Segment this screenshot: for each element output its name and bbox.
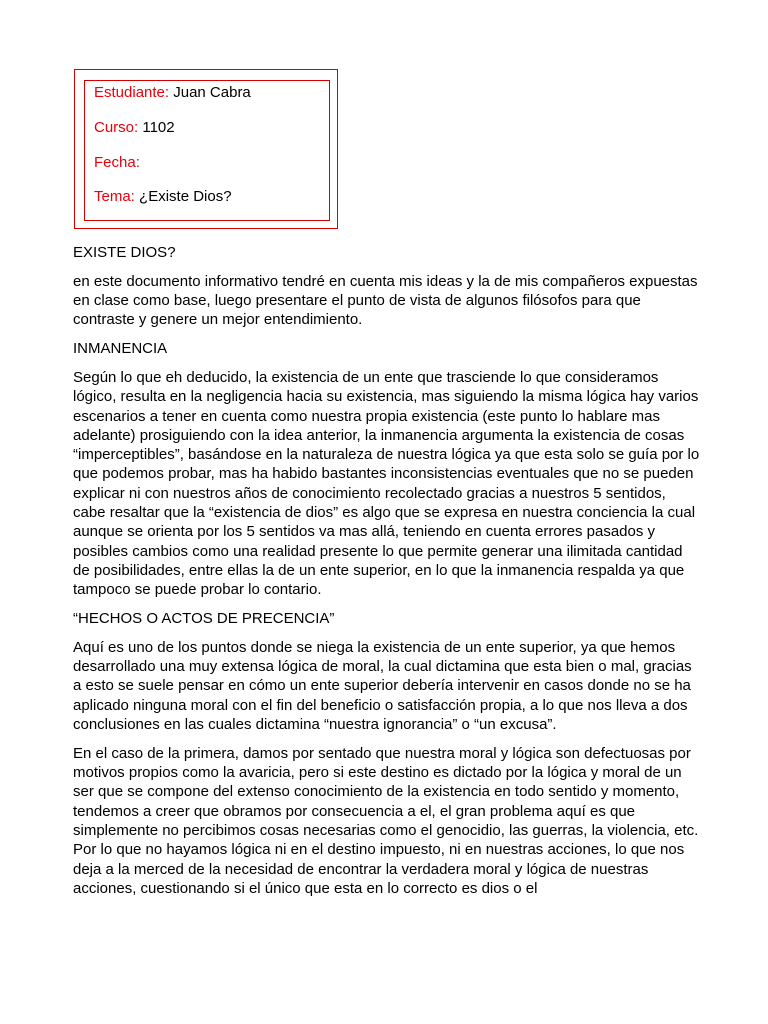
course-value: 1102 [138, 119, 175, 136]
topic-field [94, 188, 232, 206]
date-label: Fecha: [94, 154, 140, 171]
student-field [94, 84, 251, 102]
student-label: Estudiante: [94, 84, 170, 101]
section-heading-inmanencia: INMANENCIA [73, 340, 168, 358]
document-title: EXISTE DIOS? [73, 244, 176, 261]
topic-label: Tema: [94, 188, 135, 205]
header-box-inner [84, 80, 330, 221]
topic-value: ¿Existe Dios? [134, 188, 232, 205]
course-field [94, 119, 175, 137]
header-box [74, 69, 338, 229]
hechos-paragraph-2: En el caso de la primera, damos por sentado que nuestra moral y lógica son defectuosas por motivos propios como la avaricia, pero si este destino es dictado por la lógica y moral de un ser que se compone del extenso conocimiento de la existencia en todo sentido y momento, tendemos a creer que obramos por consecuencia a el, el gran problema aquí es que simplemente no percibimos cosas necesarias como el genocidio, las guerras, la violencia, etc. Por lo que no hayamos lógica ni en el destino impuesto, ni en nuestras acciones, lo que nos deja a la merced de la necesidad de encontrar la verdadera moral y lógica de nuestras acciones, cuestionando si el único que esta en lo correcto es dios o el [73, 744, 699, 897]
inmanencia-paragraph: Según lo que eh deducido, la existencia de un ente que trasciende lo que consideramos lógico, resulta en la negligencia hacia su existencia, mas siguiendo la misma lógica hay varios escenarios a tener en cuenta como nuestra propia existencia (este punto lo hablare mas adelante) prosiguiendo con la idea anterior, la inmanencia argumenta la existencia de cosas “imperceptibles”, basándose en la naturaleza de nuestra lógica ya que esta solo se guía por lo que podemos probar, mas ha habido bastantes inconsistencias eventuales que no se pueden explicar ni con nuestros años de conocimiento recolectado gracias a nuestros 5 sentidos, cabe resaltar que la “existencia de dios” es algo que se expresa en nuestra conciencia la cual aunque se orienta por los 5 sentidos va mas allá, teniendo en cuenta errores pasados y posibles cambios como una realidad presente lo que permite generar una ilimitada cantidad de posibilidades, entre ellas la de un ente superior, en lo que la inmanencia respalda ya que tampoco se puede probar lo contario. [73, 368, 700, 599]
document-body [73, 243, 701, 908]
date-field [94, 154, 140, 172]
intro-paragraph: en este documento informativo tendré en cuenta mis ideas y la de mis compañeros expuestas en clase como base, luego presentare el punto de vista de algunos filósofos para que contraste y genere un mejor entendimiento. [73, 272, 698, 329]
section-heading-hechos: “HECHOS O ACTOS DE PRECENCIA” [73, 610, 335, 628]
student-value: Juan Cabra [169, 84, 251, 101]
hechos-paragraph: Aquí es uno de los puntos donde se niega la existencia de un ente superior, ya que hemos desarrollado una muy extensa lógica de moral, la cual dictamina que esta bien o mal, gracias a esto se suele pensar en cómo un ente superior debería intervenir en casos donde no se ha aplicado ninguna moral con el fin del beneficio o satisfacción propia, a lo que nos lleva a dos conclusiones en las cuales dictamina “nuestra ignorancia” o “un excusa”. [73, 638, 692, 734]
course-label: Curso: [94, 119, 139, 136]
